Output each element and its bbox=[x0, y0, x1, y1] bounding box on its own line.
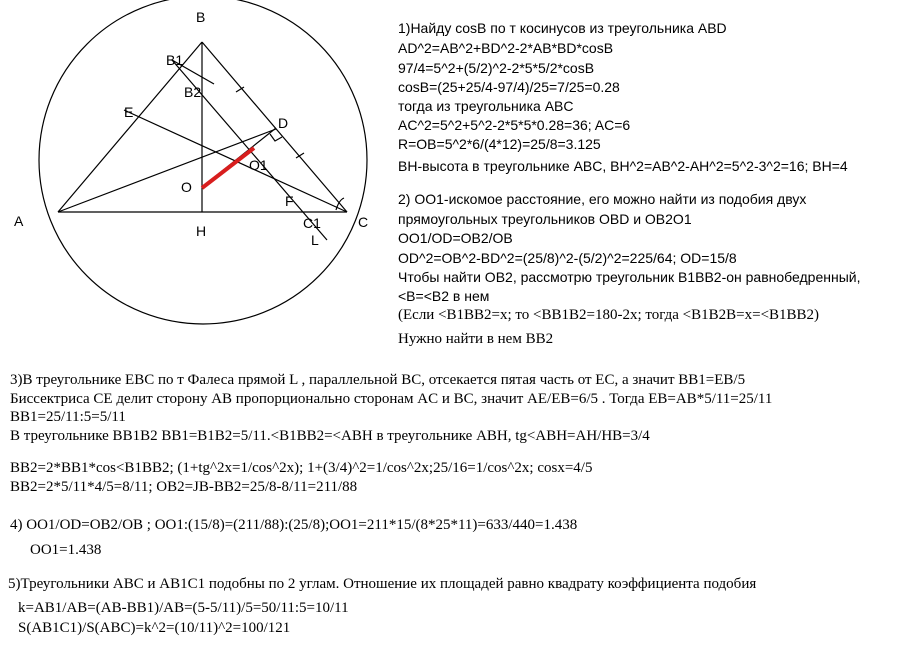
label-c: C bbox=[358, 214, 369, 230]
step3-line: BB1=25/11:5=5/11 bbox=[10, 409, 126, 425]
step3-line: В треугольнике BB1B2 BB1=B1B2=5/11.<B1BB2=<ABH в треугольнике ABH, tg<ABH=AH/HB=3/4 bbox=[10, 428, 650, 444]
side-bc bbox=[202, 42, 347, 212]
step2-line: OO1/OD=OB2/OB bbox=[398, 230, 513, 246]
step4-heading: 4) OO1/OD=OB2/OB ; OO1:(15/8)=(211/88):(25/8);OO1=211*15/(8*25*11)=633/440=1.438 bbox=[10, 517, 578, 533]
step2-line: прямоугольных треугольников OBD и OB2O1 bbox=[398, 211, 692, 227]
label-b: B bbox=[196, 9, 206, 25]
step1-line: cosB=(25+25/4-97/4)/25=7/25=0.28 bbox=[398, 79, 620, 95]
segment-ad bbox=[58, 129, 276, 212]
label-c1: C1 bbox=[303, 215, 321, 231]
label-h: H bbox=[196, 223, 207, 239]
step2-line: (Если <B1BB2=x; то <BB1B2=180-2x; тогда <B1B2B=x=<B1BB2) bbox=[398, 307, 820, 323]
step5-heading: 5)Треугольники ABC и AB1C1 подобны по 2 углам. Отношение их площадей равно квадрату коэффициента подобия bbox=[8, 576, 757, 592]
step2-line: OD^2=OB^2-BD^2=(25/8)^2-(5/2)^2=225/64; OD=15/8 bbox=[398, 250, 737, 266]
label-l: L bbox=[311, 232, 319, 248]
step3-heading: 3)В треугольнике EBC по т Фалеса прямой L , параллельной BC, отсекается пятая часть от EC, а значит BB1=EB/5 bbox=[10, 372, 746, 388]
step1-heading: 1)Найду cosB по т косинусов из треугольника ABD bbox=[398, 20, 727, 36]
step1-line: AC^2=5^2+5^2-2*5*5*0.28=36; AC=6 bbox=[398, 117, 631, 133]
step2-line: <B=<B2 в нем bbox=[398, 288, 490, 304]
step2-line: Нужно найти в нем BB2 bbox=[398, 331, 554, 347]
label-o1: O1 bbox=[249, 157, 268, 173]
step4-result: OO1=1.438 bbox=[30, 542, 102, 558]
label-d: D bbox=[278, 115, 289, 131]
label-b2: B2 bbox=[184, 84, 202, 100]
step5-line: k=AB1/AB=(AB-BB1)/AB=(5-5/11)/5=50/11:5=10/11 bbox=[18, 600, 349, 616]
label-f: F bbox=[285, 193, 294, 209]
label-e: E bbox=[124, 104, 134, 120]
label-a: A bbox=[14, 213, 24, 229]
step2-heading: 2) OO1-искомое расстояние, его можно найти из подобия двух bbox=[398, 191, 807, 207]
step3-line: Биссектриса CE делит сторону AB пропорционально сторонам AC и BC, значит AE/EB=6/5 . Тогда EB=AB*5/11=25/11 bbox=[10, 391, 773, 407]
step2-line: Чтобы найти OB2, рассмотрю треугольник B1BB2-он равнобедренный, bbox=[398, 269, 861, 285]
right-angle-mark bbox=[270, 134, 282, 141]
step3b-line: BB2=2*5/11*4/5=8/11; OB2=JB-BB2=25/8-8/11=211/88 bbox=[10, 479, 358, 495]
step1-line: BH-высота в треугольнике ABC, BH^2=AB^2-AH^2=5^2-3^2=16; BH=4 bbox=[398, 158, 848, 174]
label-o: O bbox=[181, 179, 192, 195]
step5-line: S(AB1C1)/S(ABC)=k^2=(10/11)^2=100/121 bbox=[18, 620, 291, 636]
step1-line: 97/4=5^2+(5/2)^2-2*5*5/2*cosB bbox=[398, 60, 595, 76]
step1-line: AD^2=AB^2+BD^2-2*AB*BD*cosB bbox=[398, 40, 614, 56]
label-b1: B1 bbox=[166, 52, 184, 68]
step1-line: R=OB=5^2*6/(4*12)=25/8=3.125 bbox=[398, 136, 601, 152]
step1-line: тогда из треугольника ABC bbox=[398, 98, 574, 114]
step3b-line: BB2=2*BB1*cos<B1BB2; (1+tg^2x=1/cos^2x); 1+(3/4)^2=1/cos^2x;25/16=1/cos^2x; cosx=4/5 bbox=[10, 460, 593, 476]
circumcircle bbox=[39, 0, 367, 324]
